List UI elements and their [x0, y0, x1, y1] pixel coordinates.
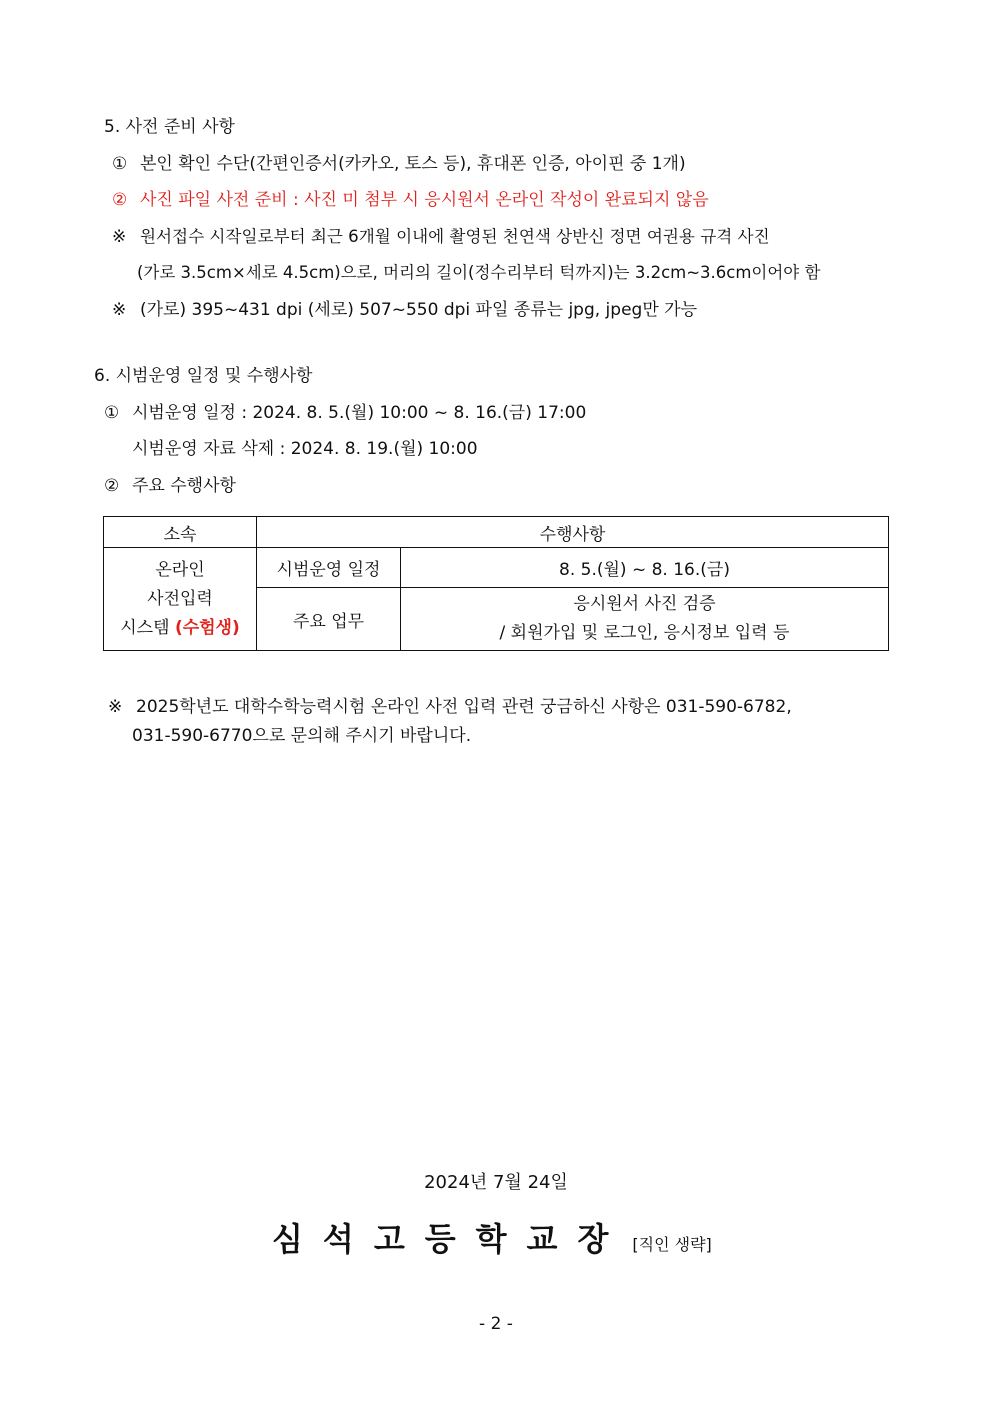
- tasks-table: [103, 516, 889, 651]
- row1-label: 시범운영 일정: [257, 548, 401, 588]
- section5-note2-text: (가로) 395~431 dpi (세로) 507~550 dpi 파일 종류는 jpg, jpeg만 가능: [140, 300, 697, 320]
- row1-value: 8. 5.(월) ~ 8. 16.(금): [401, 548, 889, 588]
- section6-title: 6. 시범운영 일정 및 수행사항: [94, 366, 313, 386]
- reference-mark: ※: [108, 697, 123, 717]
- contact-note-line2: 031-590-6770으로 문의해 주시기 바랍니다.: [132, 726, 472, 746]
- circled-two-marker: ②: [112, 190, 128, 210]
- section5-note2: [112, 299, 697, 321]
- affiliation-cell: [104, 548, 257, 651]
- page-number: - 2 -: [479, 1314, 513, 1334]
- affiliation-line1: 온라인: [155, 559, 205, 580]
- row2-value-line2: / 회원가입 및 로그인, 응시정보 입력 등: [499, 623, 790, 643]
- section5-title: 5. 사전 준비 사항: [104, 117, 235, 137]
- section5-note1-line2: (가로 3.5cm×세로 4.5cm)으로, 머리의 길이(정수리부터 턱까지)는 3.2cm~3.6cm이어야 함: [137, 263, 821, 282]
- section5-item2: [112, 189, 709, 211]
- principal-title: 심석고등학교장: [272, 1220, 629, 1258]
- section6-item2-text: 주요 수행사항: [132, 476, 236, 496]
- section5-item1: [112, 153, 686, 175]
- section6-item1: [104, 402, 586, 424]
- issue-date: 2024년 7월 24일: [424, 1172, 568, 1193]
- row2-value: [401, 588, 889, 651]
- contact-note-line1: 2025학년도 대학수학능력시험 온라인 사전 입력 관련 궁금하신 사항은 031-590-6782,: [136, 697, 792, 717]
- table-row: [104, 548, 889, 588]
- section5-note1-line1: 원서접수 시작일로부터 최근 6개월 이내에 촬영된 천연색 상반신 정면 여권용 규격 사진: [140, 227, 770, 246]
- circled-two-marker: ②: [104, 476, 120, 496]
- seal-note: [직인 생략]: [632, 1235, 712, 1254]
- affiliation-line2: 사전입력: [147, 588, 213, 609]
- table-header-row: [104, 517, 889, 548]
- reference-mark: ※: [112, 227, 127, 247]
- section5-note1: [112, 226, 770, 248]
- header-affiliation: 소속: [104, 517, 257, 548]
- section5-item1-text: 본인 확인 수단(간편인증서(카카오, 토스 등), 휴대폰 인증, 아이핀 중 1개): [140, 154, 686, 174]
- circled-one-marker: ①: [112, 154, 128, 174]
- row2-label: 주요 업무: [257, 588, 401, 651]
- affiliation-system-text: 시스템: [120, 617, 170, 638]
- section6-item2: [104, 475, 236, 497]
- row2-value-line1: 응시원서 사진 검증: [573, 594, 716, 614]
- section6-item1-text: 시범운영 일정 : 2024. 8. 5.(월) 10:00 ~ 8. 16.(금) 17:00: [132, 403, 587, 423]
- header-tasks: 수행사항: [257, 517, 889, 548]
- contact-note: [108, 696, 792, 718]
- section5-item2-text: 사진 파일 사전 준비 : 사진 미 첨부 시 응시원서 온라인 작성이 완료되지 않음: [140, 190, 709, 210]
- affiliation-line3: [104, 614, 256, 643]
- section6-item1-sub: 시범운영 자료 삭제 : 2024. 8. 19.(월) 10:00: [132, 439, 478, 459]
- reference-mark: ※: [112, 300, 127, 320]
- affiliation-highlight: (수험생): [174, 617, 240, 638]
- circled-one-marker: ①: [104, 403, 120, 423]
- principal-signature: [272, 1214, 712, 1260]
